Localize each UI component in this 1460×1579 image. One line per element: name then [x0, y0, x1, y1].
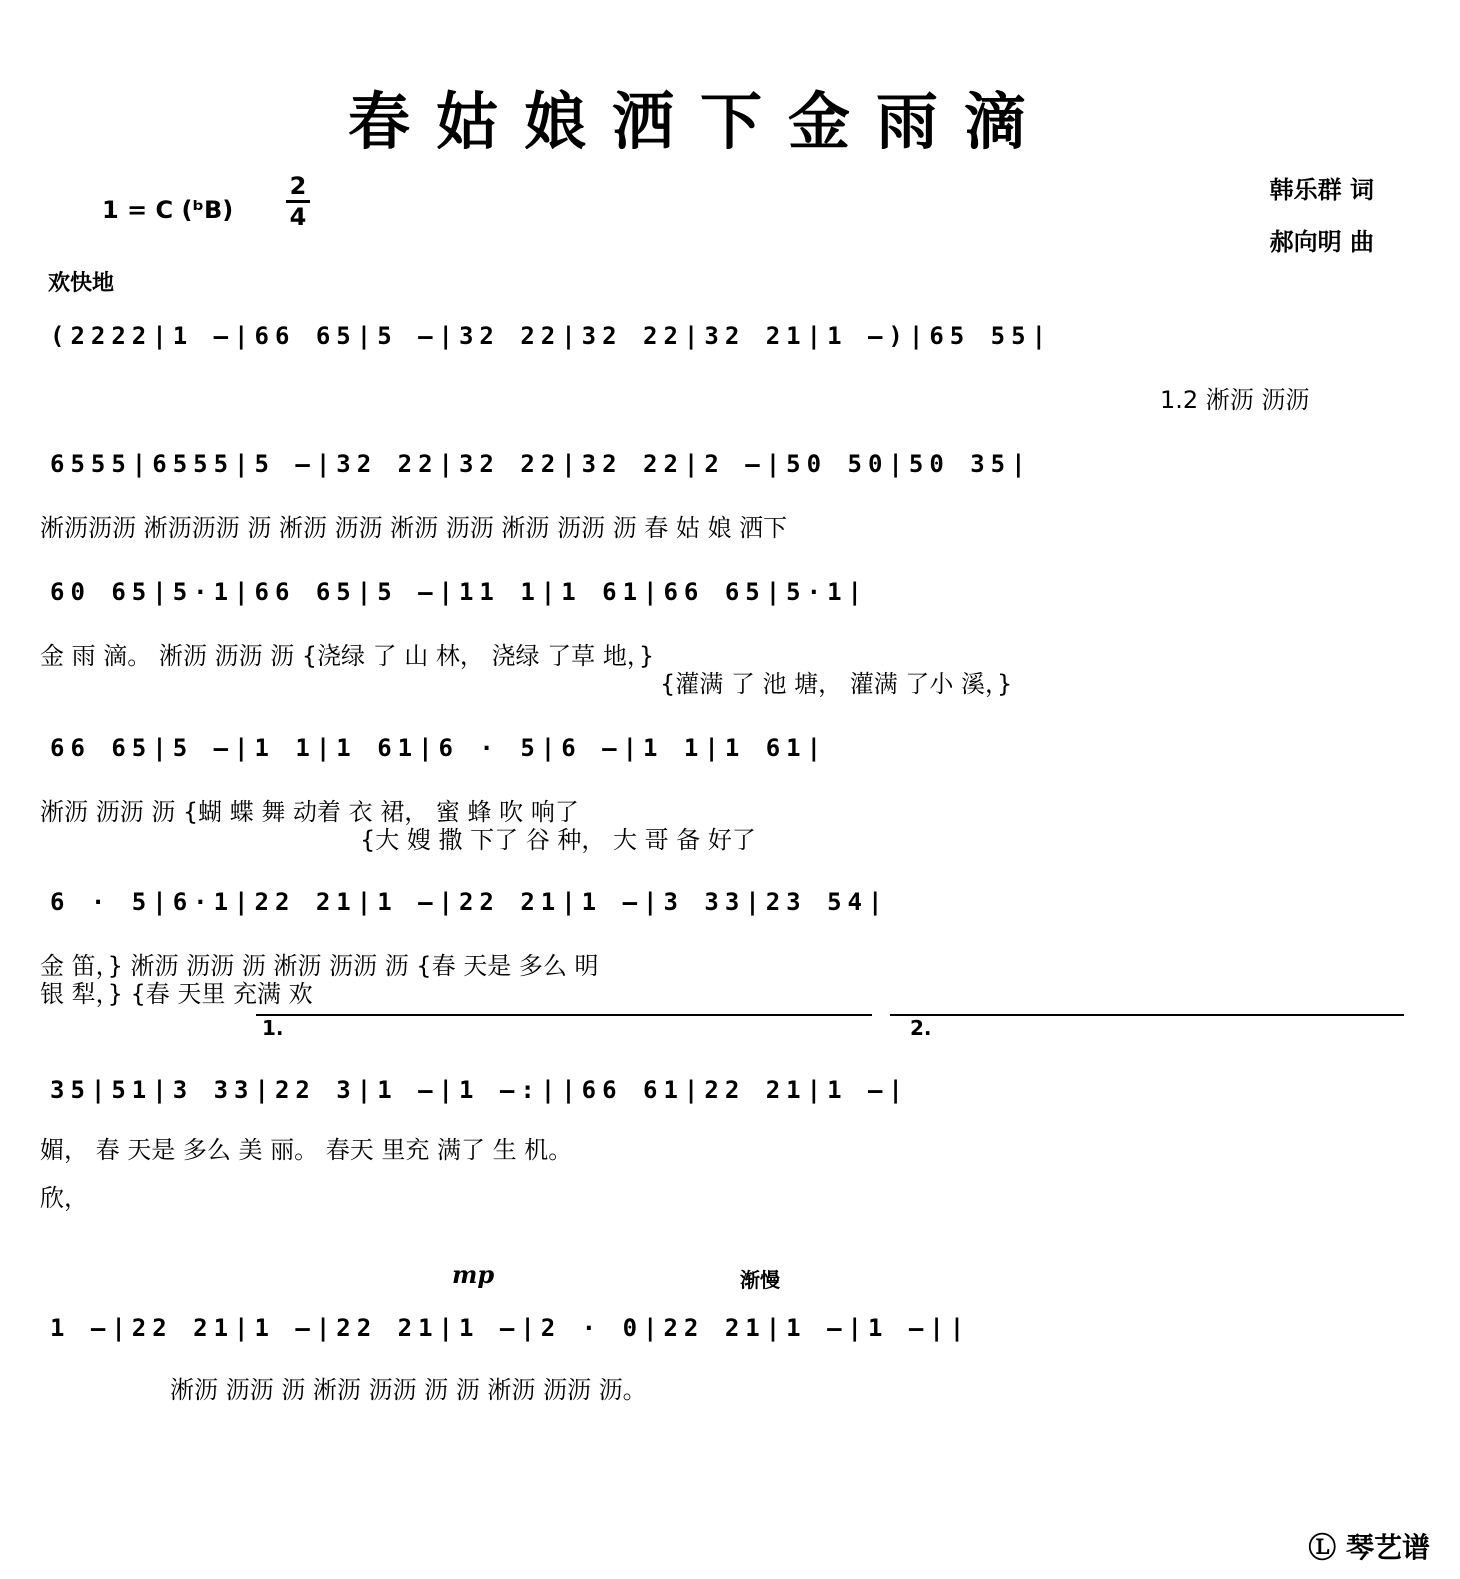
time-signature-top: 2: [289, 172, 307, 200]
time-signature-bottom: 4: [289, 203, 307, 231]
dynamic-mp: mp: [452, 1260, 495, 1289]
notes-row-4: 66 65|5 —|1 1|1 61|6 · 5|6 —|1 1|1 61|: [50, 734, 828, 762]
time-signature: [286, 172, 310, 231]
notes-row-5: 6 · 5|6·1|22 21|1 —|22 21|1 —|3 33|23 54|: [50, 888, 889, 916]
staff-row-1: [40, 322, 1400, 382]
lyrics-row-7: 淅沥 沥沥 沥 淅沥 沥沥 沥 沥 淅沥 沥沥 沥。: [170, 1376, 647, 1404]
staff-row-5: [40, 888, 1400, 948]
key-signature: 1 = C (ᵇB): [102, 196, 234, 224]
notes-row-1: (2222|1 —|66 65|5 —|32 22|32 22|32 21|1 —)|65 55|: [50, 322, 1053, 350]
lyrics-row-3-verse-2: {灌满 了 池 塘， 灌满 了小 溪，}: [660, 670, 1013, 698]
lyrics-row-3: 金 雨 滴。 淅沥 沥沥 沥 {浇绿 了 山 林， 浇绿 了草 地，}: [40, 642, 655, 670]
lyrics-row-2: 淅沥沥沥 淅沥沥沥 沥 淅沥 沥沥 淅沥 沥沥 淅沥 沥沥 沥 春 姑 娘 洒下: [40, 514, 788, 542]
notes-row-7: 1 —|22 21|1 —|22 21|1 —|2 · 0|22 21|1 —|1 —||: [50, 1314, 971, 1342]
notes-row-6: 35|51|3 33|22 3|1 —|1 —:||66 61|22 21|1 —|: [50, 1076, 909, 1104]
watermark-icon: Ⓛ: [1308, 1531, 1337, 1564]
notes-row-3: 60 65|5·1|66 65|5 —|11 1|1 61|66 65|5·1|: [50, 578, 868, 606]
staff-row-3: [40, 578, 1400, 638]
volta-2: 2.: [890, 1014, 1404, 1040]
staff-row-7: [40, 1314, 1400, 1374]
lyrics-row-6: 媚， 春 天是 多么 美 丽。 春天 里充 满了 生 机。: [40, 1136, 573, 1164]
staff-row-6: [40, 1076, 1400, 1136]
lyrics-row-4-verse-2: {大 嫂 撒 下了 谷 种， 大 哥 备 好了: [360, 826, 756, 854]
composer-credit: 郝向明 曲: [1269, 227, 1374, 256]
staff-row-4: [40, 734, 1400, 794]
tempo-change: 渐慢: [740, 1268, 780, 1292]
lyrics-row-4: 淅沥 沥沥 沥 {蝴 蝶 舞 动着 衣 裙， 蜜 蜂 吹 响了: [40, 798, 579, 826]
watermark-text: 琴艺谱: [1345, 1531, 1430, 1564]
lyricist-credit: 韩乐群 词: [1269, 175, 1374, 204]
notes-row-2: 6555|6555|5 —|32 22|32 22|32 22|2 —|50 50|50 35|: [50, 450, 1032, 478]
watermark-logo: [1308, 1526, 1430, 1566]
staff-row-2: [40, 450, 1400, 510]
page-title: 春姑娘洒下金雨滴: [347, 85, 1052, 158]
lyrics-row-5: 金 笛，} 淅沥 沥沥 沥 淅沥 沥沥 沥 {春 天是 多么 明: [40, 952, 599, 980]
lyrics-row-6-verse-2: 欣，: [40, 1184, 88, 1212]
lyrics-row-5-verse-2: 银 犁，} {春 天里 充满 欢: [40, 980, 313, 1008]
tempo-marking: 欢快地: [48, 271, 115, 296]
volta-1: 1.: [256, 1014, 872, 1040]
lyrics-row-1: 1.2 淅沥 沥沥: [1160, 386, 1310, 414]
